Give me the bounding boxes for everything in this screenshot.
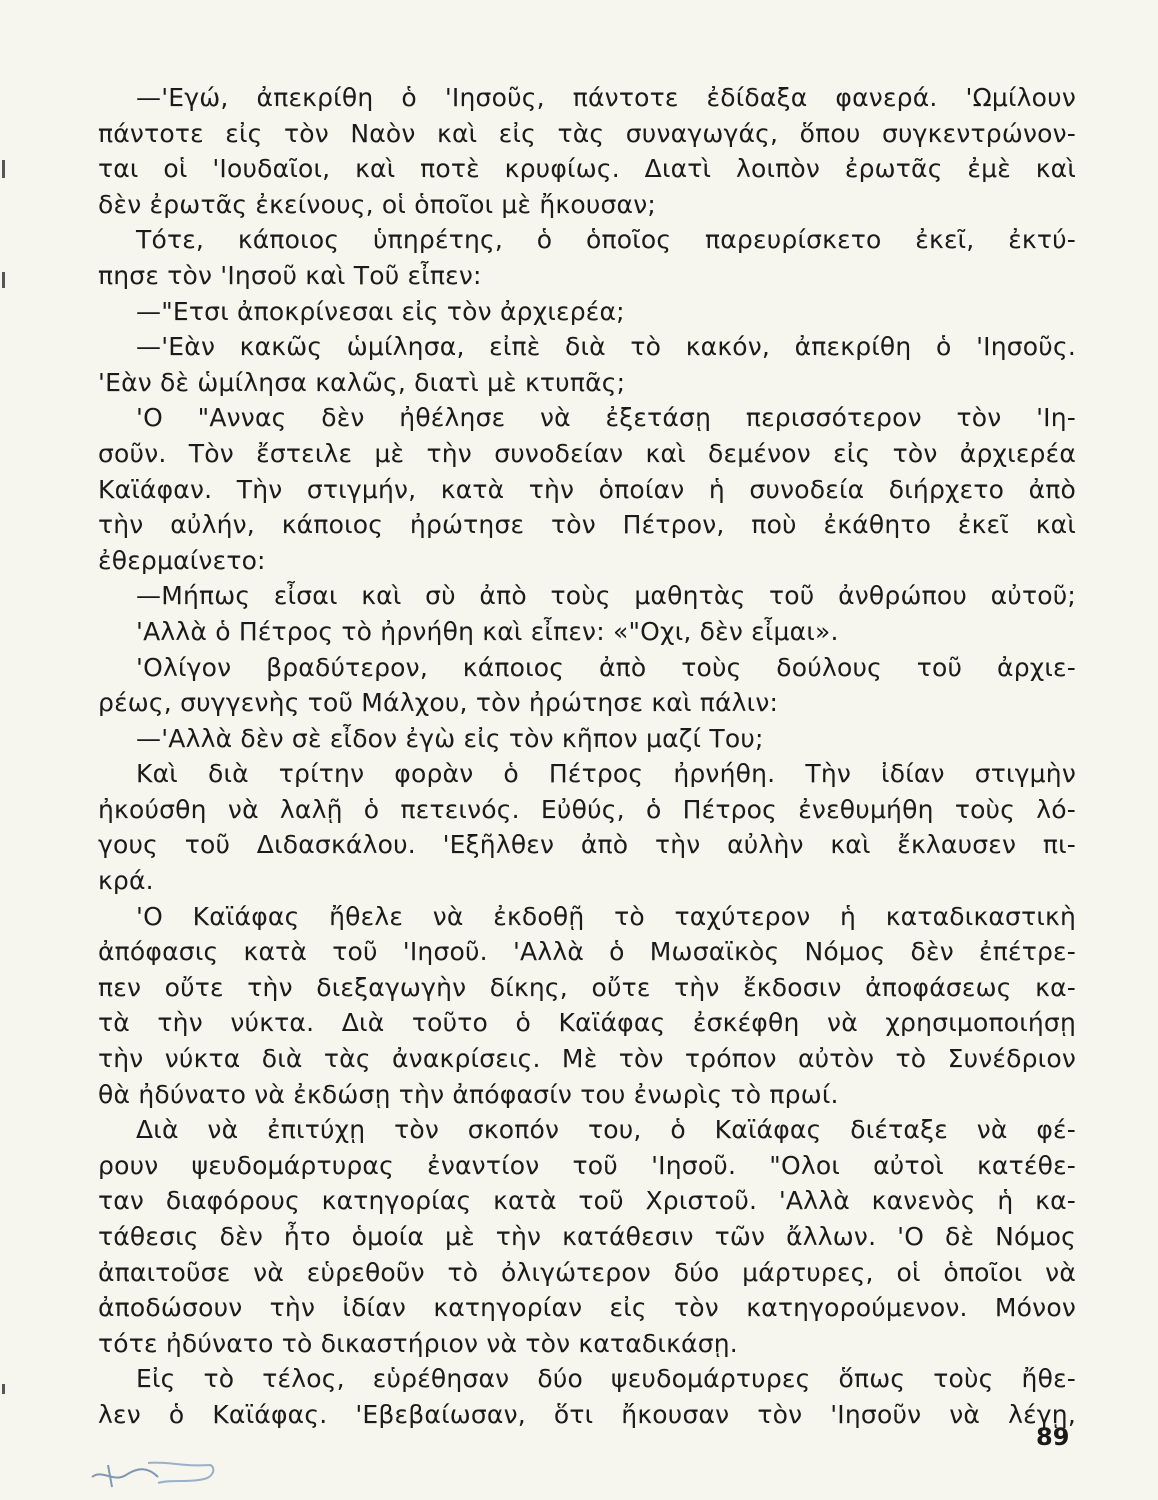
margin-mark (2, 1384, 5, 1394)
text-line: —'Αλλὰ δὲν σὲ εἶδον ἐγὼ εἰς τὸν κῆπον μαζί Του; (136, 723, 764, 753)
margin-mark (2, 160, 5, 178)
text-line: ἀπόφασις κατὰ τοῦ 'Ιησοῦ. 'Αλλὰ ὁ Μωσαϊκὸς Νόμος δὲν ἐπέτρε- (98, 937, 1076, 967)
text-line: ταν διαφόρους κατηγορίας κατὰ τοῦ Χριστοῦ. 'Αλλὰ κανενὸς ἡ κα- (98, 1186, 1076, 1216)
text-line: 'Ο "Αννας δὲν ἠθέλησε νὰ ἐξετάσῃ περισσότερον τὸν 'Ιη- (136, 403, 1076, 433)
text-line: Εἰς τὸ τέλος, εὑρέθησαν δύο ψευδομάρτυρες ὅπως τοὺς ἤθε- (136, 1364, 1076, 1394)
library-stamp-icon (88, 1455, 228, 1491)
text-line: γους τοῦ Διδασκάλου. 'Εξῆλθεν ἀπὸ τὴν αὐλὴν καὶ ἔκλαυσεν πι- (98, 830, 1076, 860)
text-line: 'Αλλὰ ὁ Πέτρος τὸ ἠρνήθη καὶ εἶπεν: «"Οχι, δὲν εἶμαι». (136, 616, 839, 646)
text-line: σοῦν. Τὸν ἔστειλε μὲ τὴν συνοδείαν καὶ δεμένον εἰς τὸν ἀρχιερέα (98, 438, 1076, 468)
text-line: —"Ετσι ἀποκρίνεσαι εἰς τὸν ἀρχιερέα; (136, 296, 625, 326)
text-line: ἀποδώσουν τὴν ἰδίαν κατηγορίαν εἰς τὸν κατηγορούμενον. Μόνον (98, 1293, 1076, 1323)
text-line: ται οἱ 'Ιουδαῖοι, καὶ ποτὲ κρυφίως. Διατὶ λοιπὸν ἐρωτᾶς ἐμὲ καὶ (98, 154, 1076, 184)
body-text (98, 80, 1076, 1433)
text-line: τάθεσις δὲν ἦτο ὁμοία μὲ τὴν κατάθεσιν τῶν ἄλλων. 'Ο δὲ Νόμος (98, 1222, 1076, 1251)
text-line: κρά. (98, 866, 154, 896)
page-number: 89 (1036, 1423, 1070, 1451)
text-line: ρέως, συγγενὴς τοῦ Μάλχου, τὸν ἠρώτησε καὶ πάλιν: (98, 688, 779, 718)
text-line: ρουν ψευδομάρτυρας ἐναντίον τοῦ 'Ιησοῦ. "Ολοι αὐτοὶ κατέθε- (98, 1150, 1076, 1180)
text-line: Καὶ διὰ τρίτην φορὰν ὁ Πέτρος ἠρνήθη. Τὴν ἰδίαν στιγμὴν (136, 759, 1076, 789)
text-line: 'Εὰν δὲ ὡμίλησα καλῶς, διατὶ μὲ κτυπᾶς; (98, 367, 626, 397)
text-line: ἀπαιτοῦσε νὰ εὑρεθοῦν τὸ ὀλιγώτερον δύο μάρτυρες, οἱ ὁποῖοι νὰ (98, 1257, 1076, 1287)
text-line: πεν οὔτε τὴν διεξαγωγὴν δίκης, οὔτε τὴν ἔκδοσιν ἀποφάσεως κα- (98, 972, 1076, 1002)
text-line: θὰ ἠδύνατο νὰ ἐκδώσῃ τὴν ἀπόφασίν του ἐνωρὶς τὸ πρωί. (98, 1079, 839, 1109)
text-line: —'Εὰν κακῶς ὡμίλησα, εἰπὲ διὰ τὸ κακόν, ἀπεκρίθη ὁ 'Ιησοῦς. (136, 332, 1076, 362)
text-line: τότε ἠδύνατο τὸ δικαστήριον νὰ τὸν καταδικάσῃ. (98, 1328, 738, 1358)
text-line: ἠκούσθη νὰ λαλῇ ὁ πετεινός. Εὐθύς, ὁ Πέτρος ἐνεθυμήθη τοὺς λό- (98, 794, 1076, 824)
text-line: πησε τὸν 'Ιησοῦ καὶ Τοῦ εἶπεν: (98, 260, 482, 290)
text-line: —'Εγώ, ἀπεκρίθη ὁ 'Ιησοῦς, πάντοτε ἐδίδαξα φανερά. 'Ωμίλουν (136, 83, 1076, 112)
text-line: τὴν αὐλήν, κάποιος ἠρώτησε τὸν Πέτρον, ποὺ ἐκάθητο ἐκεῖ καὶ (98, 510, 1076, 540)
text-line: 'Ο Καϊάφας ἤθελε νὰ ἐκδοθῇ τὸ ταχύτερον ἡ καταδικαστικὴ (136, 901, 1076, 931)
text-line: πάντοτε εἰς τὸν Ναὸν καὶ εἰς τὰς συναγωγάς, ὅπου συγκεντρώνον- (98, 118, 1076, 148)
text-line: Καϊάφαν. Τὴν στιγμήν, κατὰ τὴν ὁποίαν ἡ συνοδεία διήρχετο ἀπὸ (98, 474, 1076, 504)
text-line: τὴν νύκτα διὰ τὰς ἀνακρίσεις. Μὲ τὸν τρόπον αὐτὸν τὸ Συνέδριον (98, 1044, 1076, 1074)
text-line: Διὰ νὰ ἐπιτύχῃ τὸν σκοπόν του, ὁ Καϊάφας διέταξε νὰ φέ- (136, 1115, 1076, 1145)
text-line: ἐθερμαίνετο: (98, 545, 266, 575)
text-line: τὰ τὴν νύκτα. Διὰ τοῦτο ὁ Καϊάφας ἐσκέφθη νὰ χρησιμοποιήσῃ (98, 1008, 1076, 1038)
text-line: Τότε, κάποιος ὑπηρέτης, ὁ ὁποῖος παρευρίσκετο ἐκεῖ, ἐκτύ- (136, 225, 1076, 255)
text-line: δὲν ἐρωτᾶς ἐκείνους, οἱ ὁποῖοι μὲ ἤκουσαν; (98, 189, 657, 219)
text-line: —Μήπως εἶσαι καὶ σὺ ἀπὸ τοὺς μαθητὰς τοῦ ἀνθρώπου αὐτοῦ; (136, 581, 1076, 611)
text-line: λεν ὁ Καϊάφας. 'Εβεβαίωσαν, ὅτι ἤκουσαν τὸν 'Ιησοῦν νὰ λέγῃ, (98, 1399, 1076, 1429)
margin-mark (2, 272, 5, 288)
text-line: 'Ολίγον βραδύτερον, κάποιος ἀπὸ τοὺς δούλους τοῦ ἀρχιε- (136, 652, 1076, 682)
